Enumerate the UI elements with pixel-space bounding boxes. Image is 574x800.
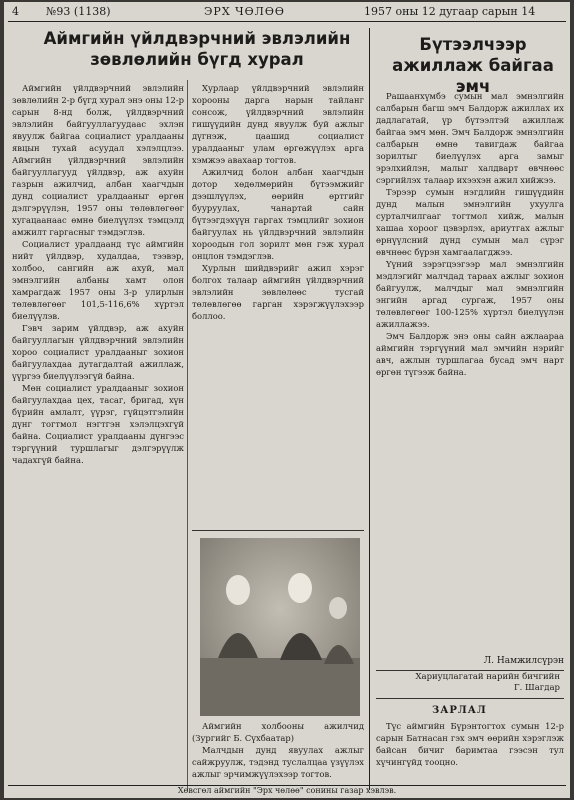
article-column-1 xyxy=(12,82,184,788)
author-signature: Л. Намжилсүрэн xyxy=(483,656,564,666)
paragraph: Мөн социалист уралдааныг зохион байгуулахдаа цех, тасаг, бригад, хүн бүрийн амлалт, үүрэг, гүйцэтгэлийн дүнг тогтмол нэгтгэн хэлэлцэхгүй байна. Социалист уралдааны дүнгээс тэргүүний туршлагыг дэлгэрүүлж чадахгүй байна. xyxy=(12,383,184,465)
issue-number: №93 (1138) xyxy=(46,5,111,18)
editor-credit xyxy=(376,672,560,694)
photo-rule xyxy=(192,530,364,531)
paragraph: Тэрээр сумын нэгдлийн гишүүдийн дунд малын эмнэлгийн ухуулга сурталчилгааг тогтмол хийж, малын хашаа хороог цэвэрлэх, ариутгах ажлыг өрнүүлсний дүнд сумын мал сүрэг өвчнөөс бүрэн хамгаалагджээ. xyxy=(376,187,564,257)
editor-role: Хариуцлагатай нарийн бичгийн xyxy=(415,672,560,682)
photo-caption xyxy=(192,720,364,784)
paragraph: Рашаанхүмбэ сумын мал эмнэлгийн салбарын багш эмч Балдорж ажиллах их дадлагатай, үр бүтээлтэй ажиллаж байгаа эмч мөн. Эмч Балдорж эмнэлгийн салбарын өмнө тавигдаж байгаа зорилтыг биелүүлэх арга замыг эрэлхийлэн, малыг халдварт өвчнөөс сэргийлэх талаар ихээхэн ажил хийжээ. xyxy=(376,91,564,185)
paper-name: ЭРХ ЧӨЛӨӨ xyxy=(204,5,285,18)
page-number: 4 xyxy=(12,5,19,18)
photo-image xyxy=(200,538,360,716)
paragraph: Малчдын дунд явуулах ажлыг сайжруулж, тэдэнд туслалцаа үзүүлэх ажлыг эрчимжүүлэхээр тогтов. xyxy=(192,745,364,779)
article-title-council-meeting: Аймгийн үйлдвэрчний эвлэлийн зөвлөлийн бүгд хурал xyxy=(43,29,351,69)
page-footer: Хөвсгөл аймгийн "Эрх чөлөө" сонины газар хэвлэв. xyxy=(177,786,397,795)
editor-name: Г. Шагдар xyxy=(514,683,560,693)
paragraph: Аймгийн үйлдвэрчний эвлэлийн зөвлөлийн 2-р бүгд хурал энэ оны 12-р сарын 8-нд болж, үйлдвэрчний эвлэлийн байгууллагуудаас эхлэн явуулж байгаа социалист уралдааны явцын тухай асуудал хэлэлцлээ. Аймгийн үйлдвэрчний эвлэлийн байгууллагууд үйлдвэр, аж ахуйн газрын ажилчид, албан хаагчдын дунд социалист уралдааныг өргөн дэлгэрүүлэн, 1957 оны төлөвлөгөөг хугацаанаас өмнө биелүүлэх тэмцэлд амжилт гаргасныг тэмдэглэв. xyxy=(12,83,184,237)
news-photo xyxy=(200,538,360,716)
paragraph: Хурлаар үйлдвэрчний эвлэлийн хорооны дарга нарын тайланг сонсож, үйлдвэрчний эвлэлийн гишүүдийн дунд явуулж буй ажлыг дүгнэж, цаашид социалист уралдааныг улам өргөжүүлэх арга хэмжээ авахаар тогтов. xyxy=(192,83,364,165)
column-divider xyxy=(187,80,188,790)
notice-title: ЗАРЛАЛ xyxy=(432,705,487,716)
article-title-doctor: Бүтээлчээр ажиллаж байгаа эмч xyxy=(392,35,554,96)
section-rule xyxy=(376,698,564,699)
newspaper-page xyxy=(4,2,570,798)
paragraph: Гэвч зарим үйлдвэр, аж ахуйн байгууллагын үйлдвэрчний эвлэлийн хороо социалист уралдааныг зохион байгуулахдаа дутагдалтай ажиллаж, үүргээ биелүүлээгүй байна. xyxy=(12,323,184,381)
article-column-2 xyxy=(192,82,364,526)
column-divider xyxy=(369,28,370,790)
issue-date: 1957 оны 12 дугаар сарын 14 xyxy=(364,5,536,18)
paragraph: Эмч Балдорж энэ оны сайн ажлаараа аймгийн тэргүүний мал эмчийн нэрийг авч, ажлын туршлагаа бусад эмч нарт өргөн түгээж байна. xyxy=(376,331,564,377)
caption-text: Аймгийн холбооны ажилчид (Зургийг Б. Сүхбаатар) xyxy=(192,721,364,743)
paragraph: Хурлын шийдвэрийг ажил хэрэг болгох талаар аймгийн үйлдвэрчний эвлэлийн зөвлөлөөс тусгай төлөвлөгөө гарган хэрэгжүүлэхээр боллоо. xyxy=(192,263,364,321)
notice-text: Түс аймгийн Бүрэнтогтох сумын 12-р сарын Батнасан гэх эмч өөрийн хэрэглэж байсан бичиг баримтаа гээсэн тул хүчингүйд тооцно. xyxy=(376,721,564,767)
header-rule xyxy=(8,21,566,22)
page-header xyxy=(4,2,570,22)
section-rule xyxy=(376,670,564,671)
paragraph: Социалист уралдаанд түс аймгийн нийт үйлдвэр, худалдаа, тээвэр, холбоо, сангийн аж ахуй, мал эмнэлгийн албаны хамт олон хамрагдаж 1957 оны 3-р улирлын төлөвлөгөөг 101,5-116,6% хүртэл биелүүлэв. xyxy=(12,239,184,321)
notice-body xyxy=(376,720,564,784)
article-column-3 xyxy=(376,90,564,690)
paragraph: Үүний зэрэгцээгээр мал эмнэлгийн мэдлэгийг малчдад тараах ажлыг зохион байгуулж, малчдыг мал эмнэлгийн энгийн аргад сургаж, 1957 оны төлөвлөгөөг 100-125% хүртэл биелүүлэн ажиллажээ. xyxy=(376,259,564,329)
paragraph: Ажилчид болон албан хаагчдын дотор хөдөлмөрийн бүтээмжийг дээшлүүлэх, өөрийн өртгийг бууруулах, чанартай сайн бүтээгдэхүүн гаргах тэмцлийг зохион байгуулах нь үйлдвэрчний эвлэлийн хороодын гол зорилт мөн гэж хурал онцлон тэмдэглэв. xyxy=(192,167,364,261)
